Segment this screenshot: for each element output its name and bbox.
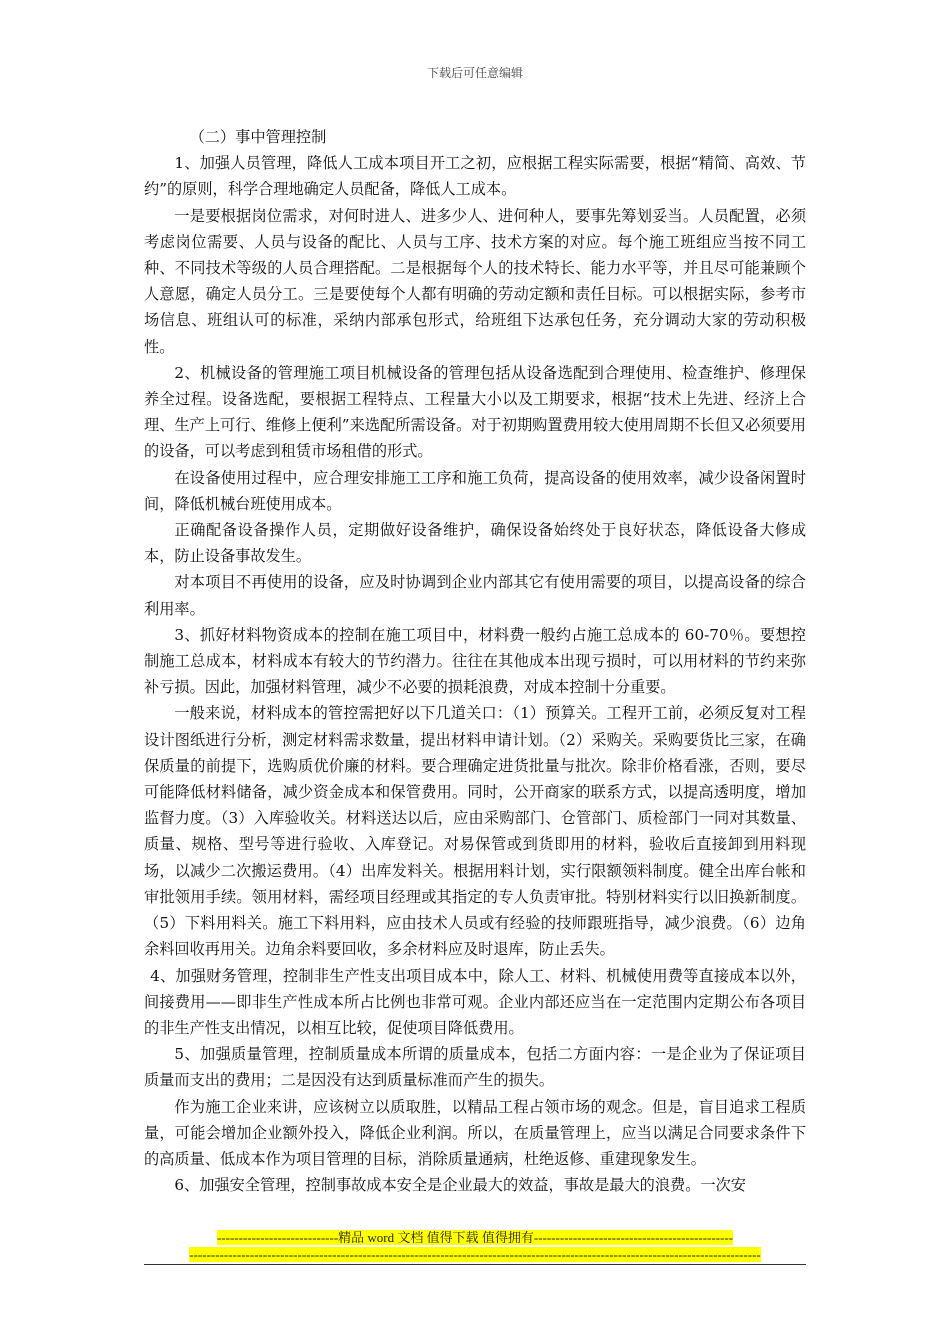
paragraph-safety: 6、加强安全管理，控制事故成本安全是企业最大的效益，事故是最大的浪费。一次安 — [174, 1176, 746, 1195]
section-heading: （二）事中管理控制 — [189, 128, 327, 146]
paragraph-materials-checkpoints: 一般来说，材料成本的管控需把好以下几道关口：（1）预算关。工程开工前，必须反复对工程设计图纸进行分析，测定材料需求数量，提出材料申请计划。（2）采购关。采购要货比三家，在确保质量的前提下，选购质优价廉的材料。要合理确定进货批量与批次。除非价格看涨，否则，要尽可能降低材料储备，减少资金成本和保管费用。同时，公开商家的联系方式，以提高透明度，增加监督力度。（3）入库验收关。材料送达以后，应由采购部门、仓管部门、质检部门一同对其数量、质量、规格、型号等进行验收、入库登记。对易保管或到货即用的材料，验收后直接卸到用料现场，以减少二次搬运费用。（4）出库发料关。根据用料计划，实行限额领料制度。健全出库台帐和审批领用手续。领用材料，需经项目经理或其指定的专人负责审批。特别材料实行以旧换新制度。（5）下料用料关。施工下料用料，应由技术人员或有经验的技师跟班指导，减少浪费。（6）边角余料回收再用关。边角余料要回收，多余材料应及时退库，防止丢失。 — [144, 704, 806, 959]
paragraph-personnel-detail: 一是要根据岗位需求，对何时进人、进多少人、进何种人，要事先筹划妥当。人员配置，必须考虑岗位需要、人员与设备的配比、人员与工序、技术方案的对应。每个施工班组应当按不同工种、不同技术等级的人员合理搭配。二是根据每个人的技术特长、能力水平等，并且尽可能兼顾个人意愿，确定人员分工。三是要使每个人都有明确的劳动定额和责任目标。可以根据实际，参考市场信息、班组认可的标准，采纳内部承包形式，给班组下达承包任务，充分调动大家的劳动积极性。 — [144, 206, 806, 356]
document-body — [144, 124, 806, 1198]
footer-line-1: ----------------------------精品 word 文档 值得下载 值得拥有---------------------------------------------- — [216, 1230, 734, 1245]
page-header: 下载后可任意编辑 — [426, 66, 523, 80]
paragraph-equipment: 2、机械设备的管理施工项目机械设备的管理包括从设备选配到合理使用、检查维护、修理保养全过程。设备选配，要根据工程特点、工程量大小以及工期要求，根据“技术上先进、经济上合理、生产上可行、维修上便利”来选配所需设备。对于初期购置费用较大使用周期不长但又必须要用的设备，可以考虑到租赁市场租借的形式。 — [144, 363, 806, 461]
paragraph-finance: 4、加强财务管理，控制非生产性支出项目成本中，除人工、材料、机械使用费等直接成本以外，间接费用——即非生产性成本所占比例也非常可观。企业内部还应当在一定范围内定期公布各项目的非生产性支出情况，以相互比较，促使项目降低费用。 — [144, 966, 806, 1037]
footer-banner — [144, 1229, 806, 1263]
paragraph-personnel: 1、加强人员管理，降低人工成本项目开工之初，应根据工程实际需要，根据“精简、高效、节约”的原则，科学合理地确定人员配备，降低人工成本。 — [144, 154, 806, 199]
paragraph-quality: 5、加强质量管理，控制质量成本所谓的质量成本，包括二方面内容：一是企业为了保证项目质量而支出的费用；二是因没有达到质量标准而产生的损失。 — [144, 1045, 806, 1090]
footer-line-2: ------------------------------------------------------------------------------------------------------------------------------------ — [189, 1247, 761, 1262]
paragraph-equipment-reuse: 对本项目不再使用的设备，应及时协调到企业内部其它有使用需要的项目，以提高设备的综合利用率。 — [144, 573, 806, 618]
paragraph-materials: 3、抓好材料物资成本的控制在施工项目中，材料费一般约占施工总成本的 60-70％。要想控制施工总成本，材料成本有较大的节约潜力。往往在其他成本出现亏损时，可以用材料的节约来弥补亏损。因此，加强材料管理，减少不必要的损耗浪费，对成本控制十分重要。 — [144, 625, 806, 697]
paragraph-quality-detail: 作为施工企业来讲，应该树立以质取胜，以精品工程占领市场的观念。但是，盲目追求工程质量，可能会增加企业额外投入，降低企业利润。所以，在质量管理上，应当以满足合同要求条件下的高质量、低成本作为项目管理的目标，消除质量通病，杜绝返修、重建现象发生。 — [144, 1097, 806, 1168]
footer-rule — [144, 1264, 806, 1265]
paragraph-equipment-use: 在设备使用过程中，应合理安排施工工序和施工负荷，提高设备的使用效率，减少设备闲置时间，降低机械台班使用成本。 — [144, 468, 806, 513]
paragraph-equipment-operators: 正确配备设备操作人员，定期做好设备维护，确保设备始终处于良好状态，降低设备大修成本，防止设备事故发生。 — [144, 521, 806, 566]
